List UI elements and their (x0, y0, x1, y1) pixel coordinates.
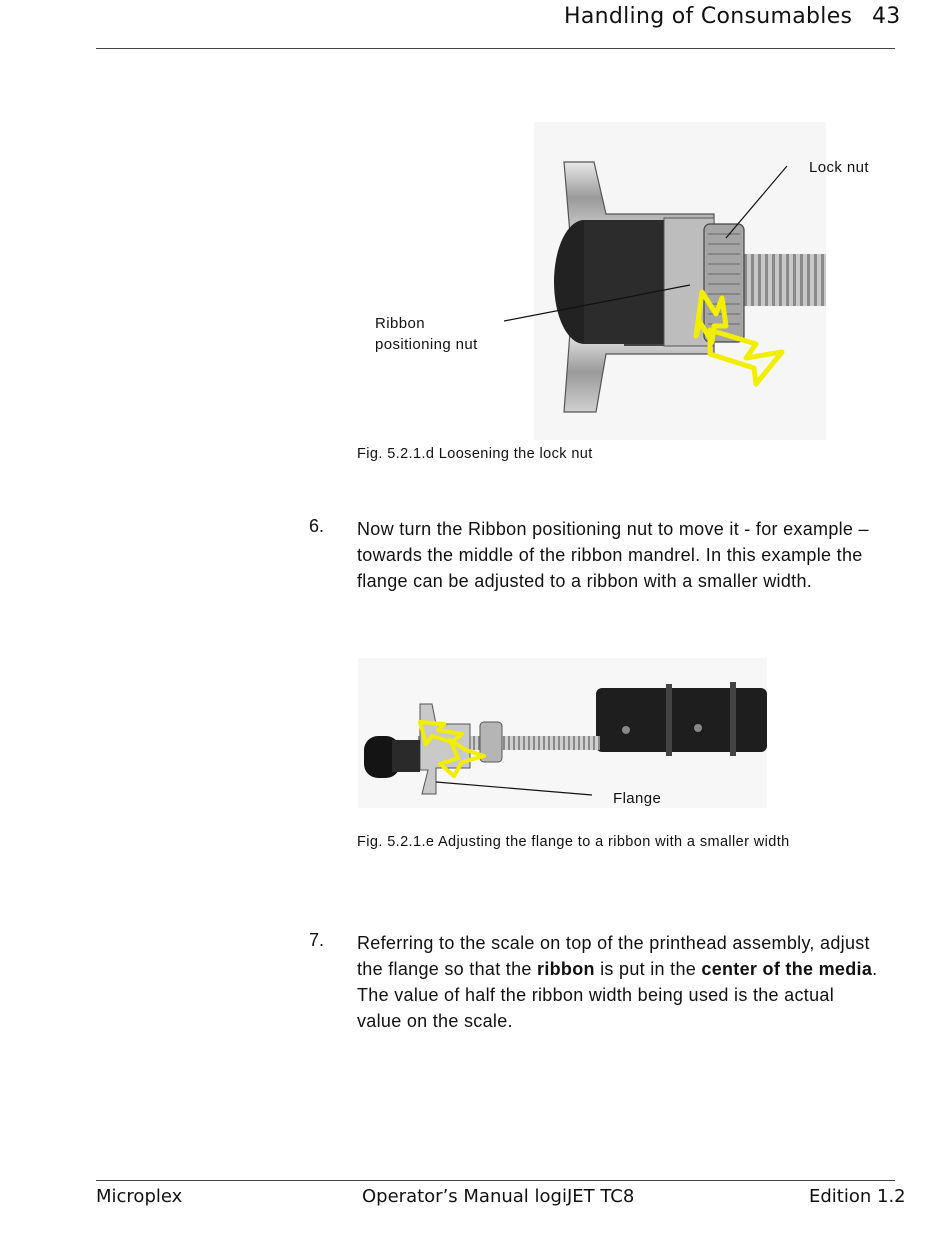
label-lock-nut: Lock nut (809, 159, 869, 176)
step-7-bold-center: center of the media (701, 959, 873, 979)
step-7-number: 7. (309, 930, 325, 950)
step-6-text: Now turn the Ribbon positioning nut to move it - for example – towards the middle of the ribbon mandrel. In this example the flange can be adjusted to a ribbon with a smaller width. (357, 519, 869, 591)
footer-publisher: Microplex (96, 1186, 183, 1207)
step-7-text (357, 930, 882, 1034)
footer-rule (96, 1180, 895, 1181)
ribbon-nut-leader (504, 285, 690, 321)
flange-leader (436, 782, 592, 795)
footer-manual-title: Operator’s Manual logiJET TC8 (362, 1186, 635, 1207)
label-flange: Flange (613, 790, 662, 807)
section-title: Handling of Consumables (564, 4, 853, 29)
step-6-number: 6. (309, 516, 325, 536)
figure-e-leader-lines (0, 760, 950, 820)
label-ribbon: Ribbon (375, 315, 425, 332)
figure-d-leader-lines (0, 0, 950, 460)
page-number: 43 (872, 4, 901, 29)
label-positioning-nut: positioning nut (375, 336, 478, 353)
step-7-text-a: Referring to the scale on top of the printhead assembly, adjust the flange so that the (357, 933, 870, 979)
step-7-text-b: is put in the (594, 959, 702, 979)
step-7-text-c: . The value of half the ribbon width being used is the actual value on the scale. (357, 959, 878, 1031)
lock-nut-leader (726, 166, 787, 238)
figure-e-caption: Fig. 5.2.1.e Adjusting the flange to a ribbon with a smaller width (357, 834, 790, 850)
step-7-bold-ribbon: ribbon (537, 959, 595, 979)
figure-d-caption: Fig. 5.2.1.d Loosening the lock nut (357, 446, 593, 462)
footer-edition: Edition 1.2 (809, 1186, 906, 1207)
